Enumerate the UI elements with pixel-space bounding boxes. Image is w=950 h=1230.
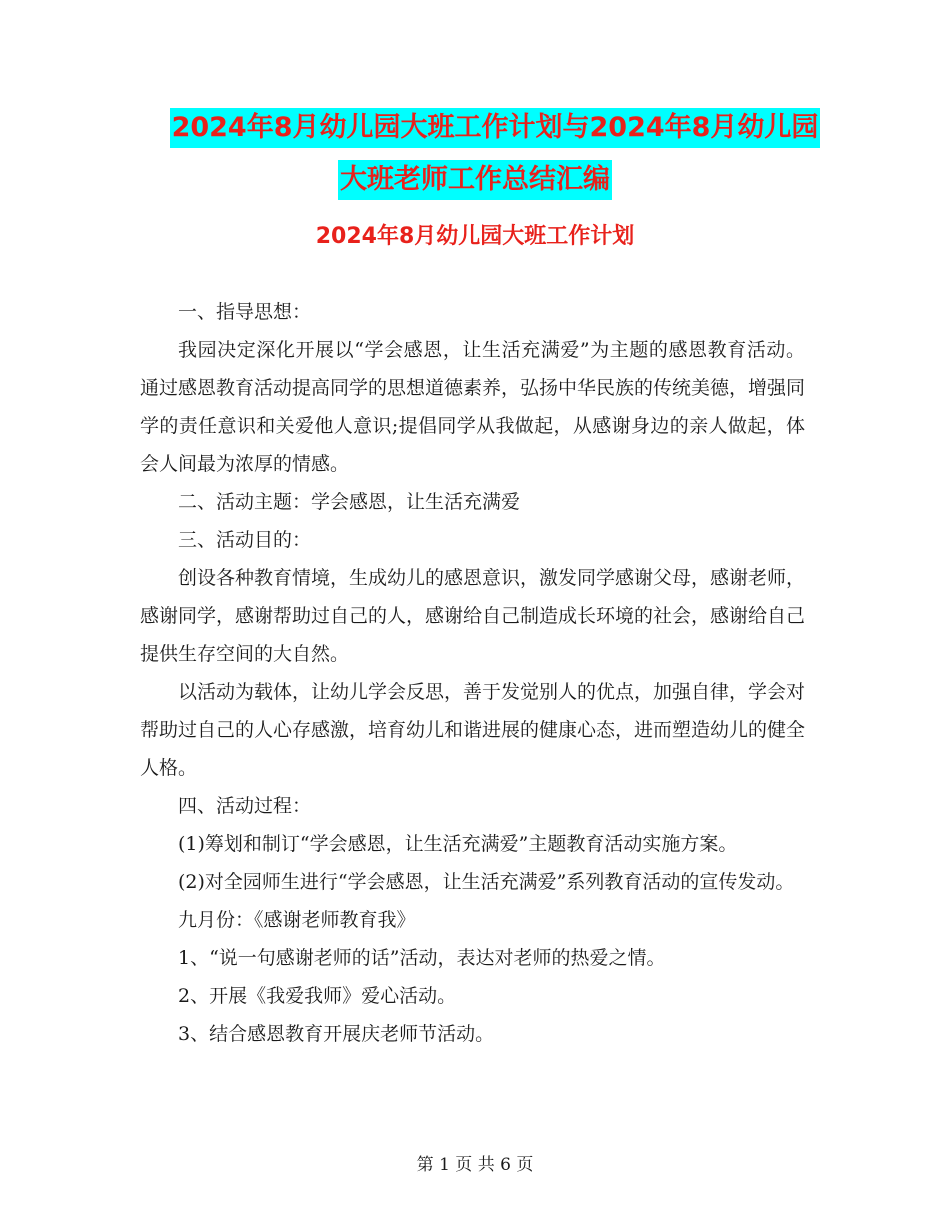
section-subtitle: 2024年8月幼儿园大班工作计划 — [315, 224, 635, 249]
paragraph-process-heading: 四、活动过程： — [178, 795, 312, 817]
paragraph-process-step-2: (2)对全园师生进行“学会感恩，让生活充满爱”系列教育活动的宣传发动。 — [178, 871, 795, 893]
title-line-1: 2024年8月幼儿园大班工作计划与2024年8月幼儿园 — [170, 108, 821, 148]
paragraph-guiding-heading: 一、指导思想： — [178, 301, 312, 323]
page-footer: 第 1 页 共 6 页 — [416, 1155, 534, 1175]
paragraph-process-step-1: (1)筹划和制订“学会感恩，让生活充满爱”主题教育活动实施方案。 — [178, 833, 738, 855]
paragraph-purpose-text-1: 创设各种教育情境，生成幼儿的感恩意识，激发同学感谢父母，感谢老师，感谢同学，感谢帮助过自己的人，感谢给自己制造成长环境的社会，感谢给自己提供生存空间的大自然。 — [140, 567, 806, 665]
document-title — [0, 108, 950, 200]
title-line-2: 大班老师工作总结汇编 — [338, 160, 612, 200]
paragraph-september-item-1: 1、“说一句感谢老师的话”活动，表达对老师的热爱之情。 — [178, 947, 666, 969]
paragraph-guiding-text: 我园决定深化开展以“学会感恩，让生活充满爱”为主题的感恩教育活动。通过感恩教育活动提高同学的思想道德素养，弘扬中华民族的传统美德，增强同学的责任意识和关爱他人意识;提倡同学从我做起，从感谢身边的亲人做起，体会人间最为浓厚的情感。 — [140, 339, 806, 475]
paragraph-purpose-heading: 三、活动目的： — [178, 529, 312, 551]
paragraph-september-heading: 九月份：《感谢老师教育我》 — [178, 909, 416, 931]
paragraph-purpose-text-2: 以活动为载体，让幼儿学会反思，善于发觉别人的优点，加强自律，学会对帮助过自己的人心存感激，培育幼儿和谐进展的健康心态，进而塑造幼儿的健全人格。 — [140, 681, 806, 779]
paragraph-september-item-3: 3、结合感恩教育开展庆老师节活动。 — [178, 1023, 495, 1045]
document-body — [140, 293, 805, 1053]
paragraph-theme: 二、活动主题：学会感恩，让生活充满爱 — [178, 491, 521, 513]
paragraph-september-item-2: 2、开展《我爱我师》爱心活动。 — [178, 985, 457, 1007]
